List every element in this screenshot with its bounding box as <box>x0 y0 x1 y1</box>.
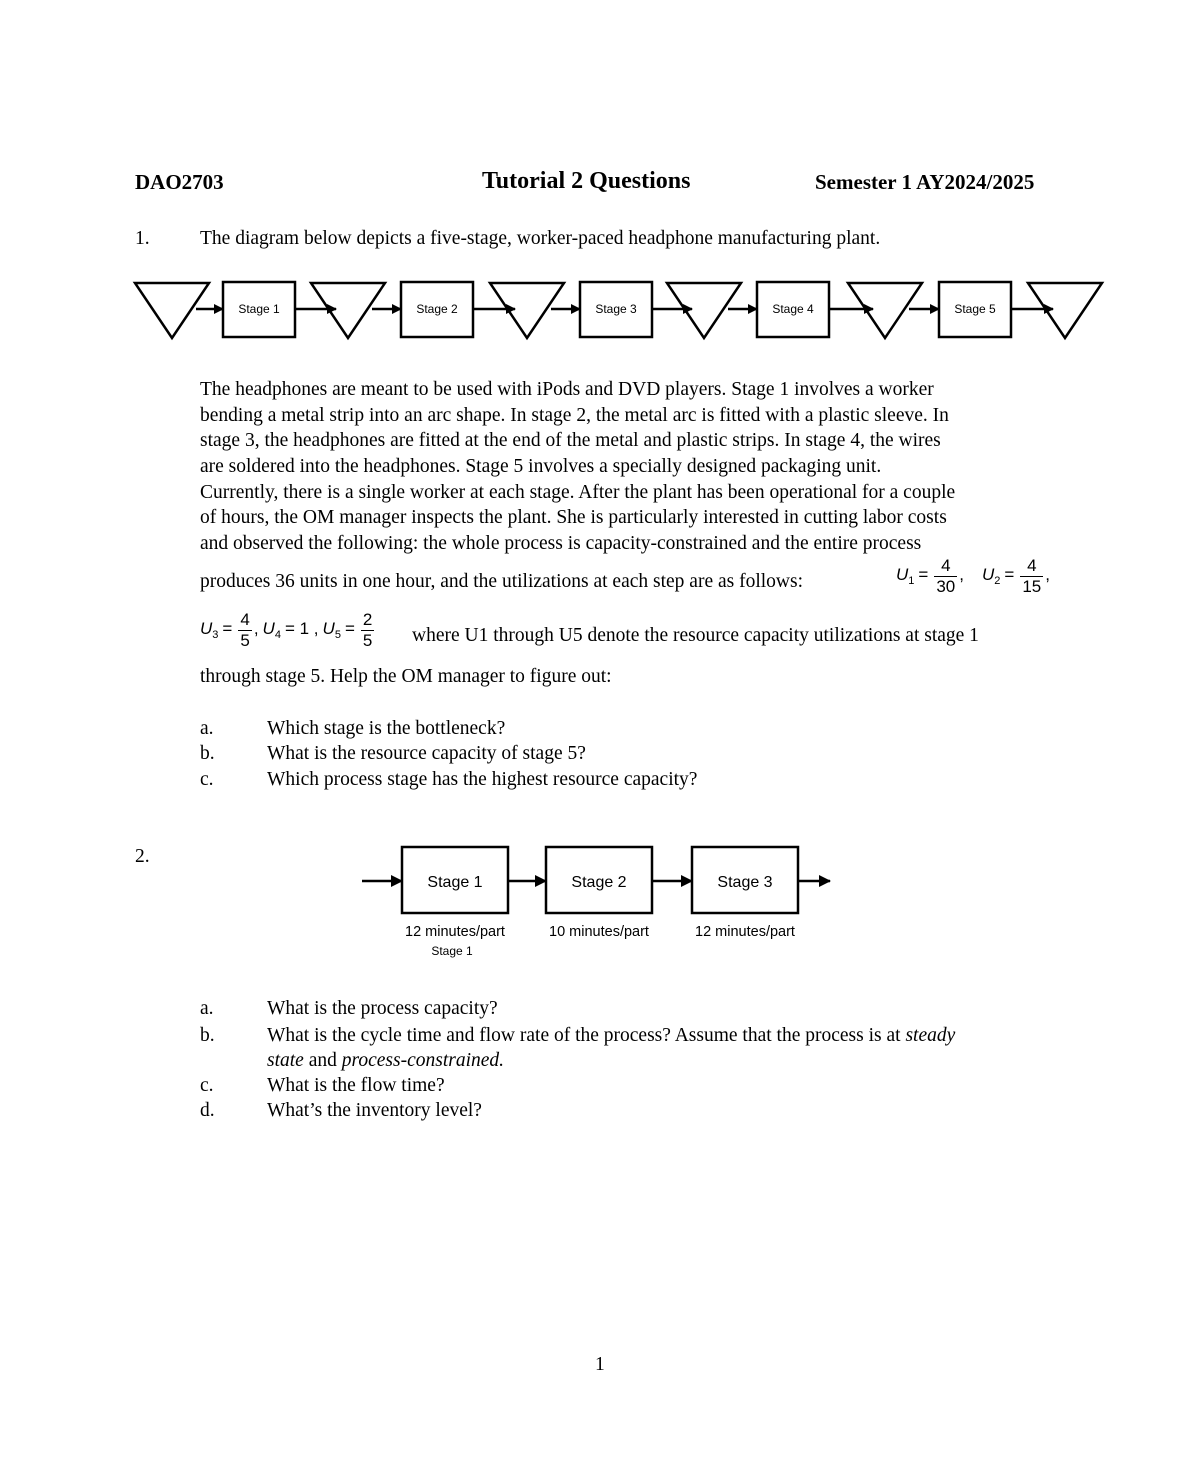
q1-number: 1. <box>135 228 150 249</box>
buffer-triangle <box>135 283 209 338</box>
q1-part-text: Which process stage has the highest resource capacity? <box>267 769 698 790</box>
buffer-triangle <box>848 283 922 338</box>
q1-line: and observed the following: the whole process is capacity-constrained and the entire process <box>200 533 922 555</box>
q1-line: of hours, the OM manager inspects the plant. She is particularly interested in cutting labor costs <box>200 507 947 529</box>
q1-part-text: Which stage is the bottleneck? <box>267 718 506 739</box>
q1-line-10: through stage 5. Help the OM manager to figure out: <box>200 666 612 687</box>
q1-line: bending a metal strip into an arc shape. In stage 2, the metal arc is fitted with a plastic sleeve. In <box>200 404 949 426</box>
q2-part-text: What is the flow time? <box>267 1075 445 1096</box>
buffer-triangle <box>667 283 741 338</box>
stage-label: Stage 3 <box>595 302 637 316</box>
stage-time: 12 minutes/part <box>695 924 795 940</box>
page-title: Tutorial 2 Questions <box>482 168 691 194</box>
q2-part-label: d. <box>200 1100 215 1121</box>
q2-part-text: What is the process capacity? <box>267 998 498 1019</box>
stage-label: Stage 1 <box>427 874 483 891</box>
u3-u4-u5-expressions: $U_3$ = $\frac{4}{5}$ , $U_4 = 1$ , $U_5$ = $\frac{2}{5}$ <box>200 610 373 650</box>
stage-label: Stage 4 <box>772 302 814 316</box>
q2-part-text: What’s the inventory level? <box>267 1100 482 1121</box>
q1-line: Currently, there is a single worker at each stage. After the plant has been operational for a couple <box>200 481 956 503</box>
stage-label: Stage 2 <box>416 302 458 316</box>
q2-process-diagram <box>0 830 1200 970</box>
q1-description <box>200 377 1070 557</box>
page-number: 1 <box>595 1354 605 1375</box>
buffer-triangle <box>490 283 564 338</box>
buffer-triangle <box>1028 283 1102 338</box>
stage-label: Stage 5 <box>954 302 996 316</box>
stage-label: Stage 2 <box>571 874 627 891</box>
q2-part-text-continued: state and process-constrained. <box>267 1050 505 1071</box>
q2-part-label: c. <box>200 1075 214 1096</box>
small-stage-label: Stage 1 <box>431 944 473 958</box>
q1-part-label: b. <box>200 743 215 764</box>
q1-line-8: produces 36 units in one hour, and the utilizations at each step are as follows: <box>200 571 804 592</box>
stage-time: 12 minutes/part <box>405 924 505 940</box>
semester: Semester 1 AY2024/2025 <box>815 170 1035 194</box>
buffer-triangle <box>311 283 385 338</box>
q1-line: stage 3, the headphones are fitted at the end of the metal and plastic strips. In stage 4, the wires <box>200 430 941 452</box>
course-code: DAO2703 <box>135 170 224 194</box>
stage-label: Stage 3 <box>717 874 773 891</box>
stage-time: 10 minutes/part <box>549 924 649 940</box>
q1-line: are soldered into the headphones. Stage 5 involves a specially designed packaging unit. <box>200 456 882 478</box>
q1-intro: The diagram below depicts a five-stage, worker-paced headphone manufacturing plant. <box>200 228 881 249</box>
q2-part-text: What is the cycle time and flow rate of the process? Assume that the process is at steady <box>267 1025 956 1046</box>
q1-line: The headphones are meant to be used with iPods and DVD players. Stage 1 involves a worker <box>200 379 934 400</box>
q1-line-9: where U1 through U5 denote the resource capacity utilizations at stage 1 <box>412 625 979 646</box>
q2-number: 2. <box>135 846 150 867</box>
u2-expression: $U_2$ = $\frac{4}{15}$ , <box>982 556 1050 596</box>
q1-process-diagram <box>0 0 1200 360</box>
stage-label: Stage 1 <box>238 302 280 316</box>
q2-part-label: a. <box>200 998 214 1019</box>
u1-expression: $U_1$ = $\frac{4}{30}$ , <box>896 556 964 596</box>
q2-part-label: b. <box>200 1025 215 1046</box>
q1-part-text: What is the resource capacity of stage 5? <box>267 743 586 764</box>
q1-part-label: a. <box>200 718 214 739</box>
q1-part-label: c. <box>200 769 214 790</box>
